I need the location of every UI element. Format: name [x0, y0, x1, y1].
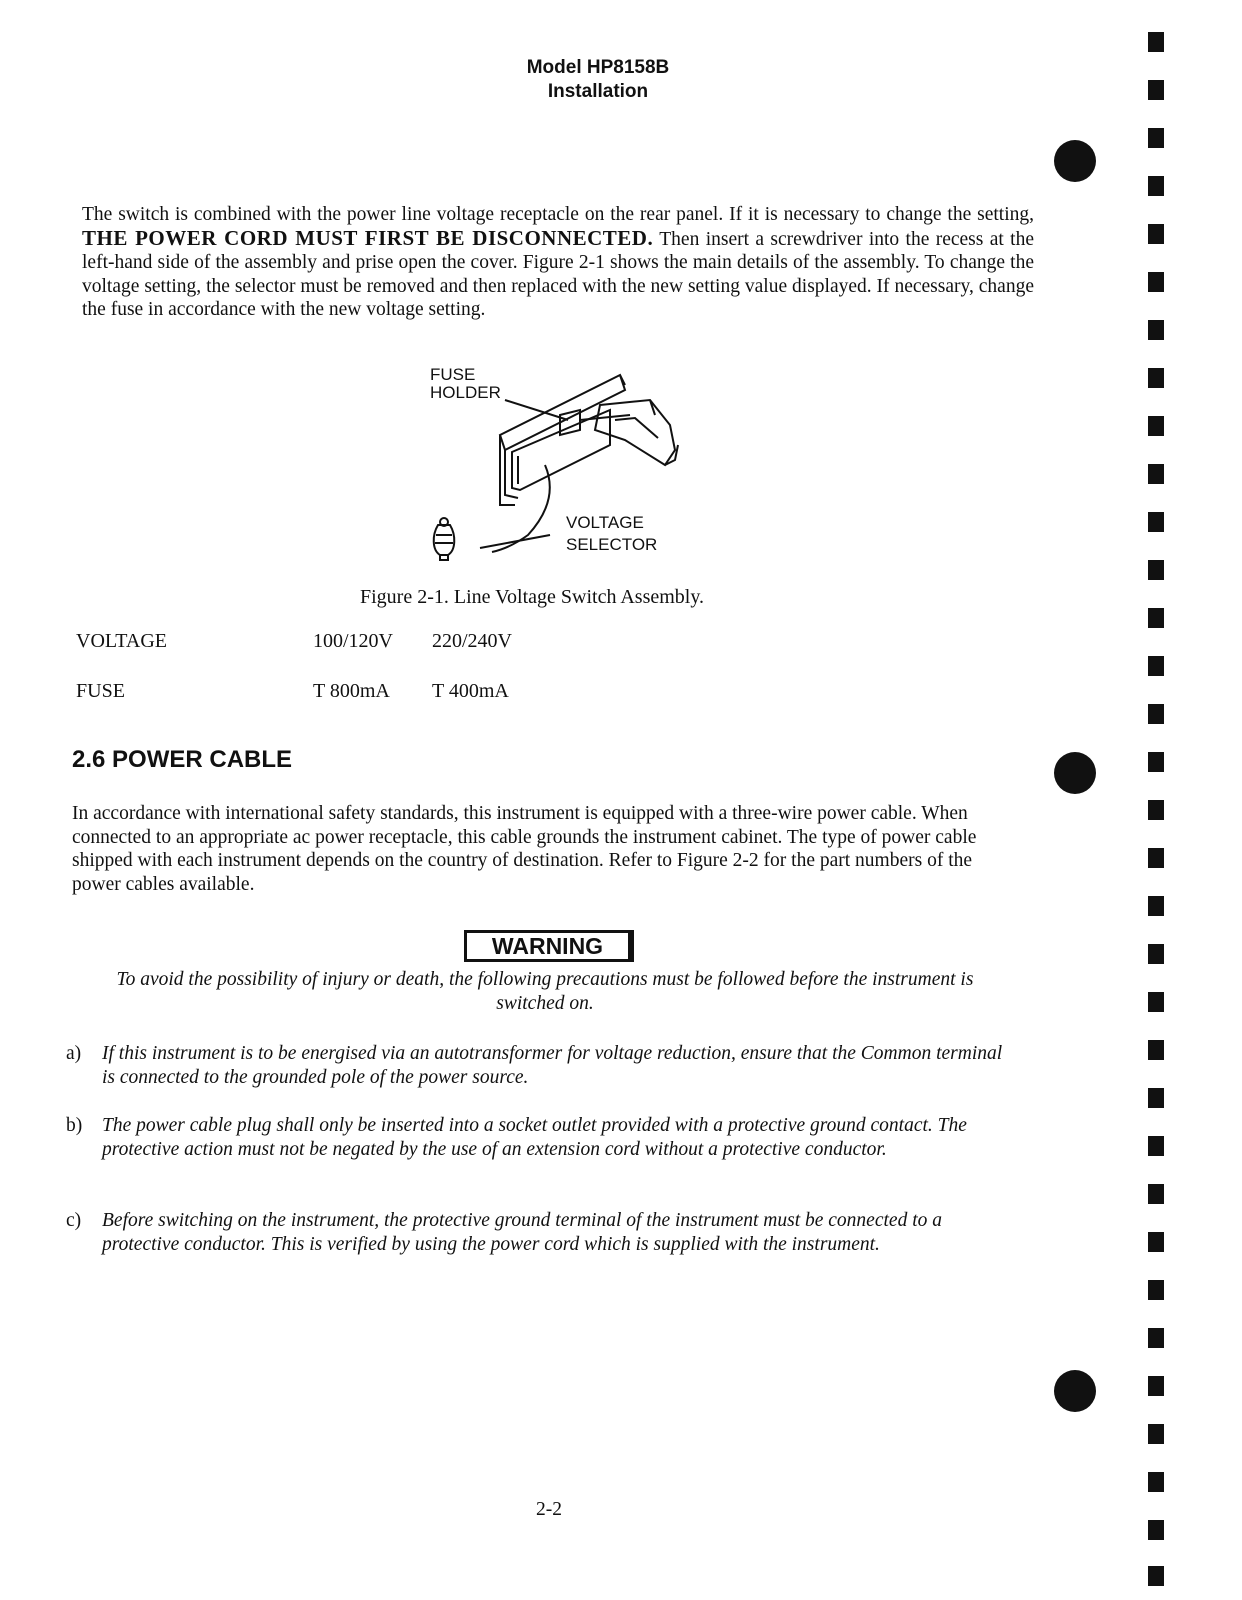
figure-caption: Figure 2-1. Line Voltage Switch Assembly. — [360, 586, 705, 608]
section-body: In accordance with international safety standards, this instrument is equipped with a three-wire power cable. When connected to an appropriate ac power receptacle, this cable grounds the instrument cabinet. The type of power cable shipped with each instrument depends on the country of destination. Refer to Figure 2-2 for the part numbers of the power cables available. — [72, 803, 977, 895]
intro-text-2: Then insert a screwdriver into the recess at the left-hand side of the assembly and prise open the cover. Figure 2-1 shows the main details of the assembly. To change the voltage setting, the selector must be removed and then replaced with the new setting value displayed. If necessary, change the fuse in accordance with the new voltage setting. — [82, 228, 1034, 320]
settings-table — [76, 630, 576, 730]
intro-paragraph — [82, 203, 1034, 322]
item-marker: a) — [66, 1043, 82, 1064]
list-item — [66, 1209, 1016, 1281]
row-value-2: T 400mA — [432, 680, 509, 702]
warning-badge: WARNING — [464, 930, 634, 962]
warning-list — [66, 1042, 1016, 1281]
row-label: FUSE — [76, 680, 125, 702]
item-marker: c) — [66, 1210, 82, 1231]
intro-text-1: The switch is combined with the power line voltage receptacle on the rear panel. If it is necessary to change the setting, — [82, 204, 1034, 225]
running-header — [0, 56, 1196, 104]
fuse-holder-label: FUSE HOLDER — [430, 365, 501, 402]
figure-line-voltage-switch — [420, 360, 720, 570]
item-text: If this instrument is to be energised via an autotransformer for voltage reduction, ensure that the Common terminal is connected to the grounded pole of the power source. — [102, 1043, 1003, 1088]
row-value-1: T 800mA — [313, 680, 390, 702]
page-number: 2-2 — [536, 1499, 562, 1520]
item-marker: b) — [66, 1115, 83, 1136]
model-title: Model HP8158B — [526, 57, 670, 78]
list-item — [66, 1114, 1016, 1209]
row-value-1: 100/120V — [313, 630, 393, 652]
row-value-2: 220/240V — [432, 630, 512, 652]
row-label: VOLTAGE — [76, 630, 167, 652]
disconnect-warning: THE POWER CORD MUST FIRST BE DISCONNECTED. — [82, 225, 654, 250]
punch-hole — [1054, 1370, 1096, 1412]
punch-hole — [1054, 140, 1096, 182]
voltage-selector-label: VOLTAGE SELECTOR — [566, 513, 658, 554]
punch-hole — [1054, 752, 1096, 794]
warning-text: To avoid the possibility of injury or death, the following precautions must be followed before the instrument is switched on. — [116, 969, 974, 1014]
table-row — [76, 680, 576, 730]
table-row — [76, 630, 576, 680]
section-title: Installation — [547, 81, 649, 102]
section-heading: 2.6 POWER CABLE — [72, 746, 293, 773]
item-text: Before switching on the instrument, the protective ground terminal of the instrument must be connected to a protective conductor. This is verified by using the power cord which is supplied with the instrument. — [102, 1210, 942, 1255]
item-text: The power cable plug shall only be inserted into a socket outlet provided with a protective ground contact. The protective action must not be negated by the use of an extension cord without a protective conductor. — [102, 1115, 967, 1160]
list-item — [66, 1042, 1016, 1114]
